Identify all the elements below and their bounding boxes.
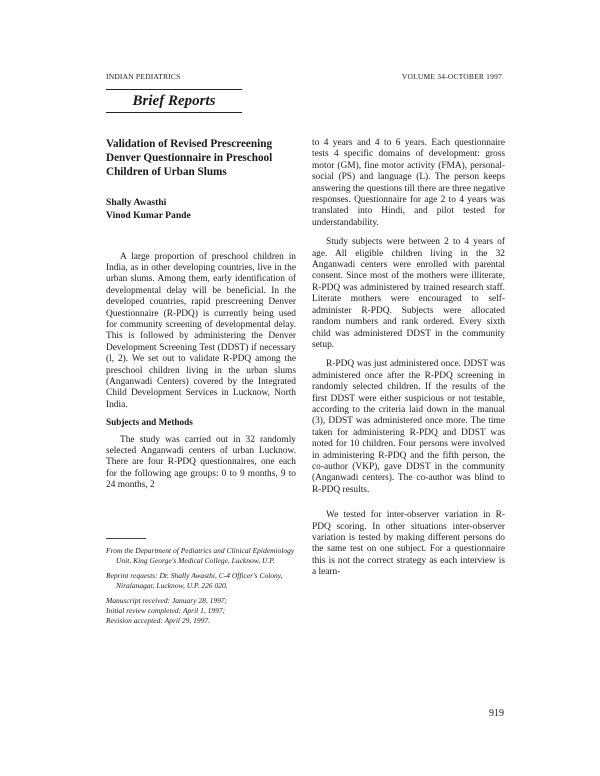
section-heading bbox=[106, 89, 242, 113]
methods-continued-paragraph: to 4 years and 4 to 6 years. Each questionnaire tests 4 specific domains of development: gross motor (GM), fine motor activity (FMA), personal-social (PS) and language (L). The person keeps answering the questions till there are three negative responses. Questionnaire for age 2 to 4 years was translated into Hindi, and pilot tested for understandability. bbox=[312, 138, 505, 228]
author-name: Shally Awasthi bbox=[106, 197, 167, 209]
volume-info: VOLUME 34-OCTOBER 1997 bbox=[401, 72, 502, 81]
journal-name: INDIAN PEDIATRICS bbox=[106, 72, 181, 81]
footnote-affiliation: From the Department of Pediatrics and Clinical Epidemiology Unit, King George's Medical College, Lucknow, U.P. bbox=[106, 546, 295, 565]
page-number: 919 bbox=[489, 708, 504, 719]
subheading-methods: Subjects and Methods bbox=[106, 417, 193, 428]
footnote-review: Initial review completed: April 1, 1997; bbox=[106, 606, 226, 615]
subjects-paragraph: Study subjects were between 2 to 4 years of age. All eligible children living in the 32 Anganwadi centers were enrolled with parental consent. Since most of the mothers were illiterate, R-PDQ was administered by trained research staff. Literate mothers were encouraged to self-administer R-PDQ. Subjects were allocated random numbers and rank ordered. Every sixth child was administered DDST in the community setup. bbox=[312, 237, 505, 350]
author-name: Vinod Kumar Pande bbox=[106, 209, 191, 221]
footnote-accepted: Revision accepted: April 29, 1997. bbox=[106, 616, 211, 625]
footnote-rule bbox=[106, 538, 146, 539]
article-title: Validation of Revised Prescreening Denver Questionnaire in Preschool Children of Urban Slums bbox=[106, 138, 273, 178]
footnote-reprint: Reprint requests: Dr. Shally Awasthi, C-4 Officer's Colony, Niralanagar, Lucknow, U.P. 226 020. bbox=[106, 571, 283, 590]
right-column bbox=[312, 138, 505, 587]
footnote-received: Manuscript received: January 28, 1997; bbox=[106, 596, 228, 605]
intro-paragraph: A large proportion of preschool children in India, as in other developing countries, live in the urban slums. Among them, early identification of developmental delay will be beneficial. In the developed countries, rapid prescreening Denver Questionnaire (R-PDQ) is currently being used for community screening of developmental delay. This is followed by administering the Denver Development Screening Test (DDST) if necessary (l, 2). We set out to validate R-PDQ among the preschool children living in the urban slums (Anganwadi Centers) covered by the Integrated Child Development Services in Lucknow, North India. bbox=[106, 251, 296, 410]
author-list bbox=[106, 197, 296, 222]
section-title: Brief Reports bbox=[132, 93, 216, 109]
methods-paragraph: The study was carried out in 32 randomly selected Anganwadi centers of urban Lucknow. There are four R-PDQ questionnaires, one each for the following age groups: 0 to 9 months, 9 to 24 months, 2 bbox=[106, 434, 296, 491]
rpdq-paragraph: R-PDQ was just administered once. DDST was administered once after the R-PDQ screening in randomly selected children. If the results of the first DDST were either suspicious or not testable, according to the criteria laid down in the manual (3), DDST was administered once more. The time taken for administering R-PDQ and DDST was noted for 10 children. Four persons were involved in administering R-PDQ and the fifth person, the co-author (VKP), gave DDST in the community (Anganwadi centers). The co-author was blind to R-PDQ results. bbox=[312, 359, 505, 495]
left-column bbox=[106, 138, 296, 492]
section-rule-bottom bbox=[106, 112, 242, 113]
footnotes bbox=[106, 546, 301, 626]
observer-paragraph: We tested for inter-observer variation in R-PDQ scoring. In other situations inter-observer variation is tested by making different persons do the same test on one subject. For a questionnaire this is not the correct strategy as each interview is a learn- bbox=[312, 510, 505, 578]
